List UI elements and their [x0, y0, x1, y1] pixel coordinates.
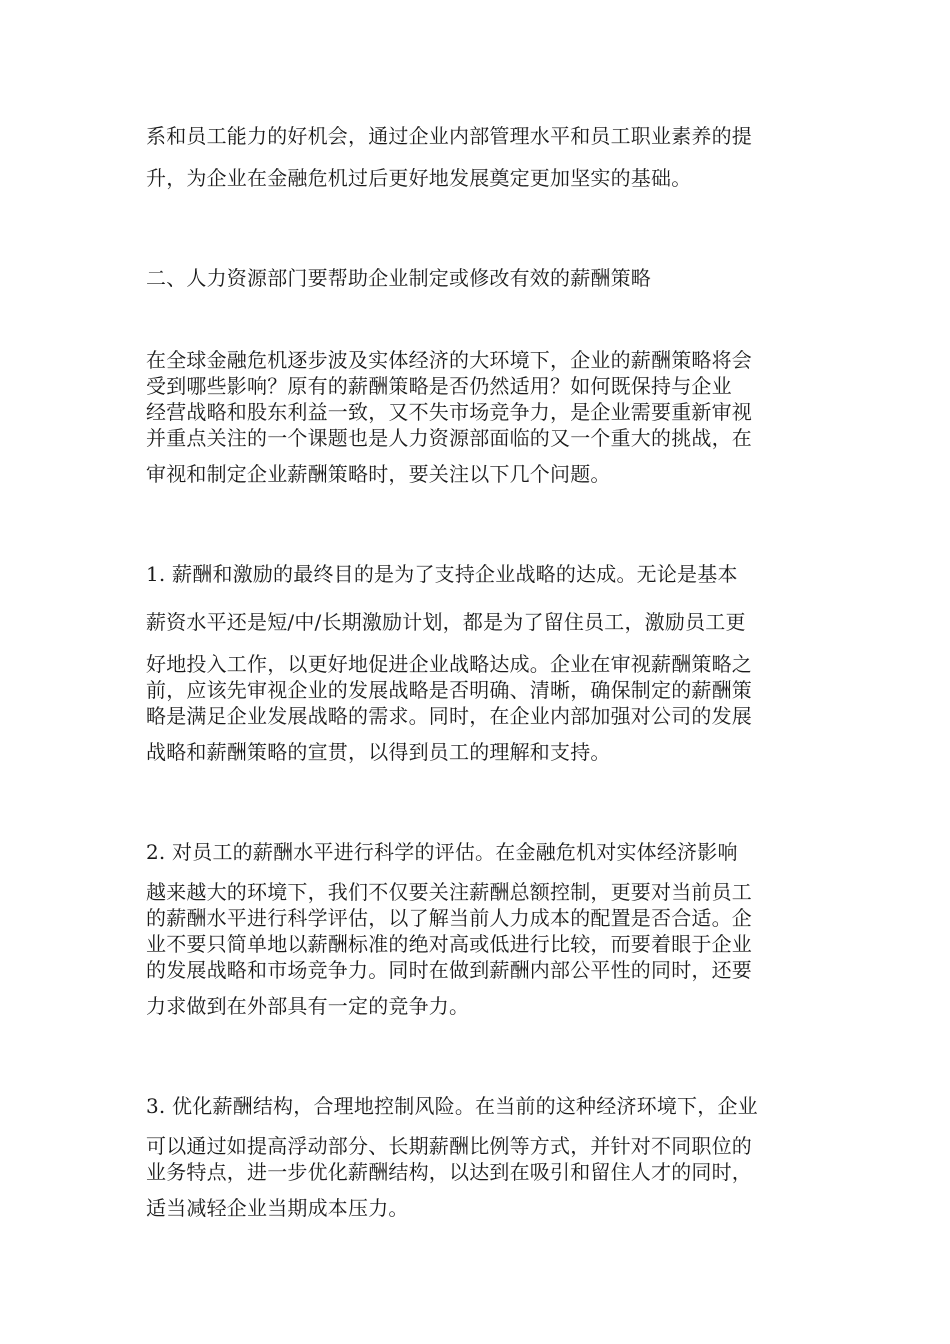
overview-line-4: 并重点关注的一个课题也是人力资源部面临的又一个重大的挑战，在	[146, 426, 752, 450]
point3-line-3: 业务特点，进一步优化薪酬结构，以达到在吸引和留住人才的同时，	[146, 1160, 752, 1184]
point2-line-4: 业不要只简单地以薪酬标准的绝对高或低进行比较，而要着眼于企业	[146, 932, 752, 956]
point1-line-2: 薪资水平还是短/中/长期激励计划，都是为了留住员工，激励员工更	[146, 610, 746, 634]
overview-line-1: 在全球金融危机逐步波及实体经济的大环境下，企业的薪酬策略将会	[146, 348, 752, 372]
intro-line-2: 升，为企业在金融危机过后更好地发展奠定更加坚实的基础。	[146, 166, 692, 190]
overview-line-3: 经营战略和股东利益一致，又不失市场竞争力，是企业需要重新审视	[146, 400, 752, 424]
point2-line-6: 力求做到在外部具有一定的竞争力。	[146, 994, 470, 1018]
point1-line-6: 战略和薪酬策略的宣贯，以得到员工的理解和支持。	[146, 740, 611, 764]
overview-line-5: 审视和制定企业薪酬策略时，要关注以下几个问题。	[146, 462, 611, 486]
point1-line-3: 好地投入工作，以更好地促进企业战略达成。企业在审视薪酬策略之	[146, 652, 752, 676]
point3-line-4: 适当减轻企业当期成本压力。	[146, 1196, 409, 1220]
point1-line-5: 略是满足企业发展战略的需求。同时，在企业内部加强对公司的发展	[146, 704, 752, 728]
point1-line-4: 前，应该先审视企业的发展战略是否明确、清晰，确保制定的薪酬策	[146, 678, 752, 702]
point2-line-1: 2. 对员工的薪酬水平进行科学的评估。在金融危机对实体经济影响	[146, 840, 738, 864]
overview-line-2: 受到哪些影响？原有的薪酬策略是否仍然适用？如何既保持与企业	[146, 374, 732, 398]
point2-line-2: 越来越大的环境下，我们不仅要关注薪酬总额控制，更要对当前员工	[146, 880, 752, 904]
intro-line-1: 系和员工能力的好机会，通过企业内部管理水平和员工职业素养的提	[146, 124, 752, 148]
point3-line-2: 可以通过如提高浮动部分、长期薪酬比例等方式，并针对不同职位的	[146, 1134, 752, 1158]
point2-line-5: 的发展战略和市场竞争力。同时在做到薪酬内部公平性的同时，还要	[146, 958, 752, 982]
point1-line-1: 1. 薪酬和激励的最终目的是为了支持企业战略的达成。无论是基本	[146, 562, 738, 586]
point3-line-1: 3. 优化薪酬结构，合理地控制风险。在当前的这种经济环境下，企业	[146, 1094, 758, 1118]
point2-line-3: 的薪酬水平进行科学评估，以了解当前人力成本的配置是否合适。企	[146, 906, 752, 930]
section-heading: 二、人力资源部门要帮助企业制定或修改有效的薪酬策略	[146, 266, 651, 290]
